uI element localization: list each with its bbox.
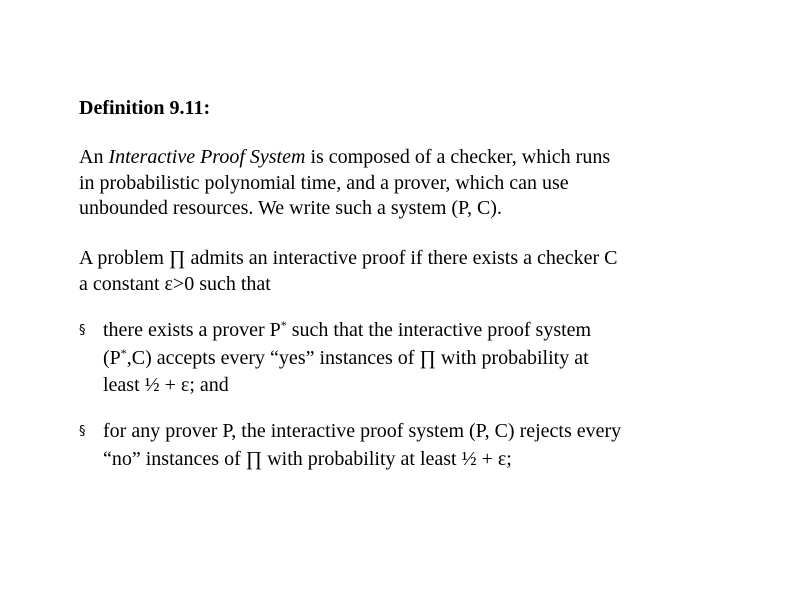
definition-heading: Definition 9.11: bbox=[79, 97, 211, 119]
text-run: ,C) accepts every “yes” instances of ∏ with probability at bbox=[126, 346, 589, 369]
paragraph-line bbox=[79, 145, 759, 171]
paragraph-line: unbounded resources. We write such a system (P, C). bbox=[79, 197, 502, 219]
condition-paragraph bbox=[79, 246, 759, 297]
bullet-line: “no” instances of ∏ with probability at least ½ + ε; bbox=[103, 447, 512, 470]
text-run: such that the interactive proof system bbox=[286, 319, 592, 341]
bullet-marker-icon: § bbox=[79, 323, 86, 338]
paragraph-line: a constant ε>0 such that bbox=[79, 272, 271, 295]
bullet-line: least ½ + ε; and bbox=[103, 374, 229, 396]
text-run: is composed of a checker, which runs bbox=[305, 146, 611, 168]
text-run: (P bbox=[103, 346, 121, 369]
bullet-line: for any prover P, the interactive proof system (P, C) rejects every bbox=[103, 420, 622, 442]
bullet-line bbox=[103, 345, 591, 373]
bullet-text bbox=[103, 418, 621, 473]
paragraph-line: in probabilistic polynomial time, and a prover, which can use bbox=[79, 171, 569, 194]
paragraph-line: A problem ∏ admits an interactive proof if there exists a checker C bbox=[79, 247, 618, 269]
bullet-line bbox=[103, 317, 591, 345]
superscript: * bbox=[280, 318, 287, 332]
text-run: An bbox=[79, 146, 109, 168]
bullet-text bbox=[103, 317, 591, 400]
text-run: there exists a prover P bbox=[103, 319, 281, 341]
superscript: * bbox=[120, 345, 127, 360]
defined-term: Interactive Proof System bbox=[108, 146, 306, 168]
definition-paragraph bbox=[79, 145, 759, 222]
bullet-marker-icon: § bbox=[79, 424, 86, 439]
